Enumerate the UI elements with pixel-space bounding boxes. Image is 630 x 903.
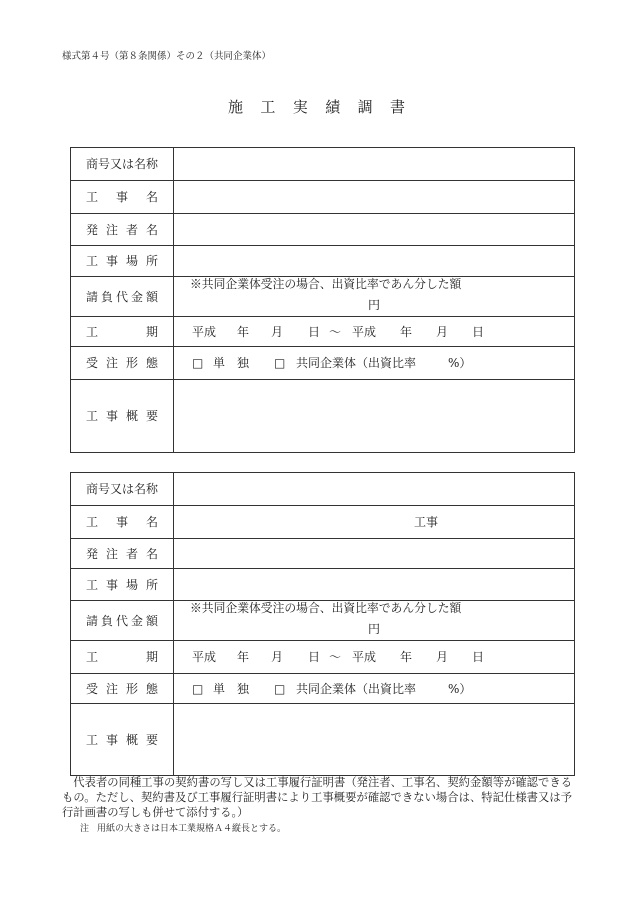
- company-name-label: 商号又は名称: [86, 482, 159, 496]
- contract-amount-note: ※共同企業体受注の場合、出資比率であん分した額: [190, 601, 462, 615]
- site-label-cell: [71, 569, 174, 601]
- jv-label: 共同企業体（出資比率: [296, 681, 417, 696]
- overview-label-cell: [71, 704, 174, 776]
- project-name-label-cell: [71, 181, 174, 214]
- period-end-day-unit: 日: [472, 324, 485, 339]
- period-start-day-unit: 日: [308, 650, 321, 664]
- period-start-month-unit: 月: [271, 650, 284, 664]
- order-type-value-cell: [174, 347, 575, 380]
- period-start-month-unit: 月: [271, 324, 284, 339]
- overview-value-cell: [174, 380, 575, 453]
- client-label: 発注者名: [86, 222, 158, 237]
- overview-label: 工事概要: [86, 409, 158, 423]
- project-name-value-cell: [174, 506, 575, 539]
- period-start-year-unit: 年: [237, 650, 250, 664]
- site-label-cell: [71, 246, 174, 277]
- order-type-label-cell: [71, 674, 174, 704]
- client-label-cell: [71, 539, 174, 569]
- project-name-suffix: 工事: [414, 515, 439, 529]
- contract-amount-value-cell: [174, 277, 575, 317]
- project-name-label: 工事名: [86, 190, 158, 204]
- performance-table-1: [70, 147, 575, 453]
- period-value-cell: [174, 641, 575, 674]
- period-value-cell: [174, 317, 575, 347]
- company-name-label: 商号又は名称: [86, 157, 159, 171]
- yen-unit: 円: [368, 622, 381, 636]
- order-type-label: 受注形態: [86, 681, 158, 696]
- project-name-value-cell: [174, 181, 575, 214]
- client-label: 発注者名: [86, 546, 158, 561]
- overview-value-cell: [174, 704, 575, 776]
- note-mark: 注: [80, 824, 90, 834]
- contract-amount-label: 請負代金額: [86, 289, 158, 304]
- period-label: 工期: [86, 650, 158, 664]
- client-label-cell: [71, 214, 174, 246]
- order-type-value-cell: [174, 674, 575, 704]
- order-type-label-cell: [71, 347, 174, 380]
- contract-amount-label-cell: [71, 277, 174, 317]
- single-contract-label: 単独: [213, 681, 249, 696]
- contract-amount-value-cell: [174, 601, 575, 641]
- period-start-era: 平成: [192, 650, 217, 664]
- jv-checkbox: □: [274, 356, 286, 370]
- site-label: 工事場所: [86, 577, 158, 592]
- period-tilde: ～: [329, 650, 342, 664]
- contract-amount-note: ※共同企業体受注の場合、出資比率であん分した額: [190, 277, 462, 291]
- single-contract-label: 単独: [213, 356, 249, 370]
- period-end-era: 平成: [352, 324, 377, 339]
- period-tilde: ～: [329, 324, 342, 339]
- jv-ratio-suffix: %）: [448, 681, 472, 696]
- jv-label: 共同企業体（出資比率: [296, 356, 417, 370]
- period-label: 工期: [86, 324, 158, 339]
- overview-label: 工事概要: [86, 732, 158, 747]
- period-label-cell: [71, 317, 174, 347]
- page-title: 施工実績調書: [228, 98, 405, 116]
- company-name-label-cell: [71, 473, 174, 506]
- period-end-era: 平成: [352, 650, 377, 664]
- project-name-label-cell: [71, 506, 174, 539]
- company-name-value-cell: [174, 473, 575, 506]
- contract-amount-label-cell: [71, 601, 174, 641]
- attachment-instruction: 代表者の同種工事の契約書の写し又は工事履行証明書（発注者、工事名、契約金額等が確認できるもの。ただし、契約書及び工事履行証明書により工事概要が確認できない場合は、特記仕様書又は予行計画書の写しも併せて添付する。）: [62, 776, 572, 819]
- single-contract-checkbox: □: [192, 681, 204, 696]
- client-value-cell: [174, 214, 575, 246]
- period-label-cell: [71, 641, 174, 674]
- site-value-cell: [174, 246, 575, 277]
- contract-amount-label: 請負代金額: [86, 613, 158, 628]
- company-name-value-cell: [174, 148, 575, 181]
- single-contract-checkbox: □: [192, 356, 204, 370]
- period-end-year-unit: 年: [400, 650, 413, 664]
- period-start-year-unit: 年: [237, 324, 250, 339]
- period-end-month-unit: 月: [436, 650, 449, 664]
- client-value-cell: [174, 539, 575, 569]
- project-name-label: 工事名: [86, 515, 158, 529]
- period-end-day-unit: 日: [472, 650, 485, 664]
- overview-label-cell: [71, 380, 174, 453]
- period-start-era: 平成: [192, 324, 217, 339]
- jv-ratio-suffix: %）: [448, 356, 472, 370]
- period-end-year-unit: 年: [400, 324, 413, 339]
- performance-table-2: [70, 472, 575, 776]
- form-number: 様式第４号（第８条関係）その２（共同企業体）: [62, 51, 272, 62]
- site-label: 工事場所: [86, 254, 158, 268]
- paper-size-note: 用紙の大きさは日本工業規格Ａ４縦長とする。: [97, 824, 287, 834]
- yen-unit: 円: [368, 298, 381, 312]
- period-end-month-unit: 月: [436, 324, 449, 339]
- period-start-day-unit: 日: [308, 324, 321, 339]
- jv-checkbox: □: [274, 681, 286, 696]
- site-value-cell: [174, 569, 575, 601]
- company-name-label-cell: [71, 148, 174, 181]
- order-type-label: 受注形態: [86, 356, 158, 370]
